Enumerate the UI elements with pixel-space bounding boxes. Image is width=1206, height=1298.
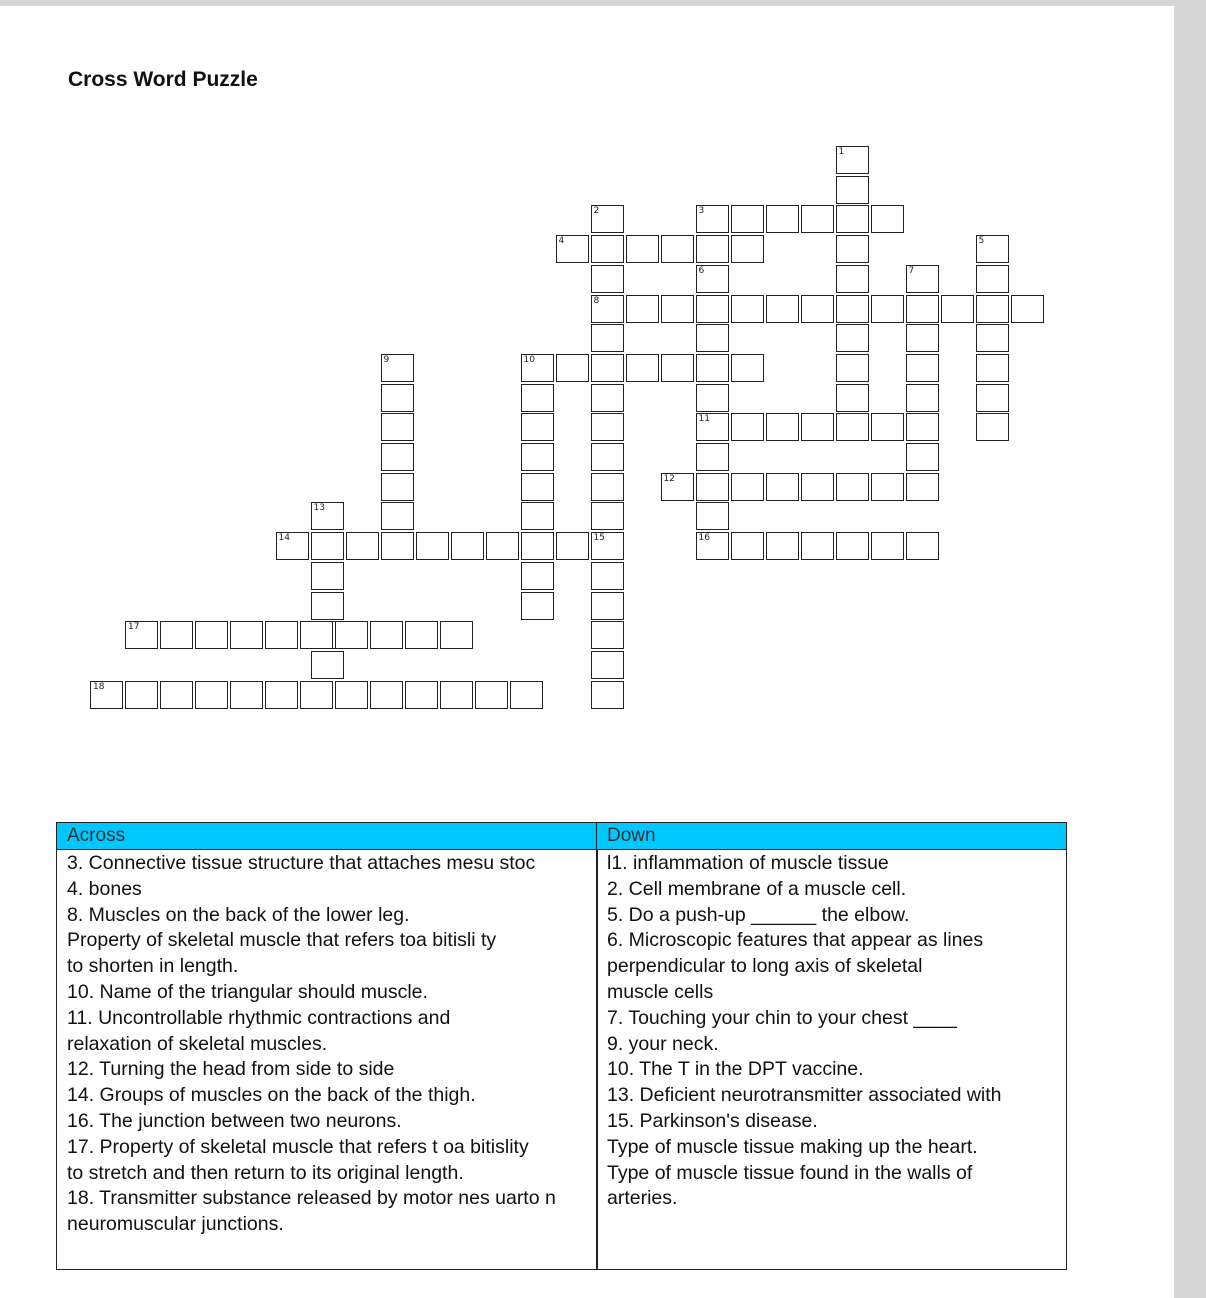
crossword-cell[interactable] — [696, 295, 729, 323]
crossword-cell[interactable] — [311, 532, 344, 560]
crossword-cell[interactable] — [521, 532, 554, 560]
clue-number: 8 — [593, 295, 600, 306]
crossword-cell[interactable] — [766, 205, 799, 233]
crossword-cell[interactable] — [125, 681, 158, 709]
down-clue-line: 15. Parkinson's disease. — [607, 1109, 818, 1132]
crossword-cell[interactable] — [906, 443, 939, 471]
clue-number: 7 — [908, 265, 915, 276]
crossword-cell[interactable] — [521, 592, 554, 620]
clue-number: 9 — [383, 354, 390, 365]
column-divider — [596, 823, 598, 1269]
crossword-cell[interactable] — [486, 532, 519, 560]
across-clue-line: to stretch and then return to its original length. — [67, 1161, 464, 1184]
down-clue-line: 13. Deficient neurotransmitter associated with — [607, 1084, 1002, 1107]
crossword-cell[interactable] — [871, 205, 904, 233]
crossword-cell[interactable] — [731, 532, 764, 560]
clues-table — [56, 822, 1067, 1270]
crossword-cell[interactable] — [311, 502, 344, 530]
down-clues — [607, 851, 1002, 1212]
crossword-cell[interactable] — [125, 621, 158, 649]
crossword-cell[interactable] — [731, 413, 764, 441]
crossword-cell[interactable] — [440, 681, 473, 709]
clue-number: 2 — [593, 206, 600, 217]
crossword-cell[interactable] — [1011, 295, 1044, 323]
crossword-cell[interactable] — [836, 324, 869, 352]
crossword-cell[interactable] — [276, 532, 309, 560]
crossword-cell[interactable] — [696, 354, 729, 382]
crossword-cell[interactable] — [871, 532, 904, 560]
across-clue-line: neuromuscular junctions. — [67, 1213, 284, 1236]
across-header: Across — [57, 823, 596, 850]
page-title: Cross Word Puzzle — [68, 68, 258, 91]
crossword-cell[interactable] — [381, 502, 414, 530]
crossword-cell[interactable] — [591, 235, 624, 263]
crossword-cell[interactable] — [195, 681, 228, 709]
crossword-cell[interactable] — [521, 473, 554, 501]
crossword-cell[interactable] — [370, 681, 403, 709]
across-clue-line: to shorten in length. — [67, 955, 239, 978]
crossword-cell[interactable] — [836, 176, 869, 204]
crossword-cell[interactable] — [731, 354, 764, 382]
down-clue-line: 2. Cell membrane of a muscle cell. — [607, 877, 907, 900]
crossword-cell[interactable] — [521, 562, 554, 590]
crossword-cell[interactable] — [381, 532, 414, 560]
clue-number: 10 — [523, 354, 535, 365]
crossword-cell[interactable] — [906, 473, 939, 501]
crossword-cell[interactable] — [906, 354, 939, 382]
crossword-cell[interactable] — [230, 621, 263, 649]
crossword-cell[interactable] — [311, 562, 344, 590]
crossword-cell[interactable] — [160, 681, 193, 709]
clue-number: 12 — [663, 473, 675, 484]
across-clue-line: 10. Name of the triangular should muscle. — [67, 980, 428, 1003]
crossword-cell[interactable] — [976, 265, 1009, 293]
crossword-cell[interactable] — [451, 532, 484, 560]
crossword-cell[interactable] — [381, 443, 414, 471]
crossword-cell[interactable] — [836, 205, 869, 233]
crossword-cell[interactable] — [766, 295, 799, 323]
down-clue-line: muscle cells — [607, 980, 714, 1003]
crossword-cell[interactable] — [311, 592, 344, 620]
crossword-cell[interactable] — [696, 532, 729, 560]
crossword-cell[interactable] — [591, 205, 624, 233]
crossword-cell[interactable] — [836, 473, 869, 501]
crossword-cell[interactable] — [661, 354, 694, 382]
clue-number: 3 — [698, 206, 705, 217]
crossword-cell[interactable] — [300, 681, 333, 709]
crossword-cell[interactable] — [836, 413, 869, 441]
across-clue-line: 8. Muscles on the back of the lower leg. — [67, 903, 410, 926]
crossword-cell[interactable] — [906, 413, 939, 441]
down-clue-line: perpendicular to long axis of skeletal — [607, 955, 923, 978]
crossword-cell[interactable] — [510, 681, 543, 709]
crossword-cell[interactable] — [335, 621, 368, 649]
crossword-cell[interactable] — [871, 473, 904, 501]
crossword-cell[interactable] — [871, 413, 904, 441]
crossword-cell[interactable] — [731, 473, 764, 501]
crossword-cell[interactable] — [801, 295, 834, 323]
crossword-cell[interactable] — [381, 413, 414, 441]
crossword-cell[interactable] — [591, 502, 624, 530]
clue-number: 6 — [698, 265, 705, 276]
crossword-cell[interactable] — [591, 532, 624, 560]
crossword-cell[interactable] — [591, 651, 624, 679]
clue-number: 13 — [313, 503, 325, 514]
crossword-cell[interactable] — [836, 265, 869, 293]
crossword-cell[interactable] — [591, 443, 624, 471]
across-clue-line: relaxation of skeletal muscles. — [67, 1032, 328, 1055]
crossword-cell[interactable] — [591, 562, 624, 590]
crossword-cell[interactable] — [766, 413, 799, 441]
crossword-cell[interactable] — [871, 295, 904, 323]
crossword-cell[interactable] — [976, 324, 1009, 352]
crossword-cell[interactable] — [370, 621, 403, 649]
crossword-cell[interactable] — [521, 443, 554, 471]
clue-number: 16 — [698, 533, 710, 544]
across-clue-line: 14. Groups of muscles on the back of the thigh. — [67, 1084, 476, 1107]
down-clue-line: 5. Do a push-up ______ the elbow. — [607, 903, 910, 926]
crossword-cell[interactable] — [195, 621, 228, 649]
crossword-cell[interactable] — [265, 681, 298, 709]
worksheet-page — [0, 6, 1174, 1298]
crossword-cell[interactable] — [836, 146, 869, 174]
across-clue-line: 11. Uncontrollable rhythmic contractions and — [67, 1006, 451, 1029]
crossword-cell[interactable] — [440, 621, 473, 649]
down-clue-line: arteries. — [607, 1187, 678, 1210]
clue-number: 18 — [93, 681, 105, 692]
across-clue-line: 4. bones — [67, 877, 142, 900]
crossword-cell[interactable] — [731, 205, 764, 233]
crossword-cell[interactable] — [976, 354, 1009, 382]
crossword-cell[interactable] — [556, 354, 589, 382]
crossword-cell[interactable] — [696, 205, 729, 233]
crossword-cell[interactable] — [416, 532, 449, 560]
clue-number: 4 — [558, 236, 565, 247]
crossword-cell[interactable] — [381, 354, 414, 382]
crossword-cell[interactable] — [836, 354, 869, 382]
across-clue-line: 12. Turning the head from side to side — [67, 1058, 395, 1081]
crossword-cell[interactable] — [521, 502, 554, 530]
crossword-cell[interactable] — [801, 413, 834, 441]
crossword-cell[interactable] — [661, 473, 694, 501]
across-clue-line: 17. Property of skeletal muscle that refers t oa bitislity — [67, 1135, 529, 1158]
crossword-cell[interactable] — [405, 681, 438, 709]
across-clue-line: 16. The junction between two neurons. — [67, 1109, 402, 1132]
crossword-cell[interactable] — [941, 295, 974, 323]
crossword-cell[interactable] — [836, 235, 869, 263]
crossword-cell[interactable] — [591, 295, 624, 323]
crossword-cell[interactable] — [836, 532, 869, 560]
down-clue-line: 10. The T in the DPT vaccine. — [607, 1058, 864, 1081]
crossword-cell[interactable] — [90, 681, 123, 709]
clue-number: 15 — [593, 533, 605, 544]
crossword-cell[interactable] — [801, 473, 834, 501]
crossword-cell[interactable] — [731, 295, 764, 323]
crossword-cell[interactable] — [591, 265, 624, 293]
crossword-cell[interactable] — [731, 235, 764, 263]
down-header: Down — [597, 823, 1066, 850]
crossword-cell[interactable] — [976, 413, 1009, 441]
crossword-cell[interactable] — [906, 324, 939, 352]
crossword-cell[interactable] — [626, 235, 659, 263]
crossword-cell[interactable] — [556, 532, 589, 560]
crossword-cell[interactable] — [160, 621, 193, 649]
crossword-cell[interactable] — [381, 384, 414, 412]
crossword-cell[interactable] — [766, 473, 799, 501]
crossword-cell[interactable] — [801, 205, 834, 233]
crossword-cell[interactable] — [906, 384, 939, 412]
crossword-cell[interactable] — [976, 295, 1009, 323]
clue-number: 14 — [278, 533, 290, 544]
down-clue-line: 6. Microscopic features that appear as lines — [607, 929, 984, 952]
crossword-cell[interactable] — [381, 473, 414, 501]
crossword-cell[interactable] — [661, 235, 694, 263]
across-clue-line: 18. Transmitter substance released by motor nes uarto n — [67, 1187, 556, 1210]
crossword-cell[interactable] — [591, 473, 624, 501]
down-clue-line: 7. Touching your chin to your chest ____ — [607, 1006, 957, 1029]
crossword-cell[interactable] — [696, 502, 729, 530]
crossword-cell[interactable] — [696, 265, 729, 293]
crossword-cell[interactable] — [335, 681, 368, 709]
crossword-cell[interactable] — [766, 532, 799, 560]
crossword-cell[interactable] — [591, 681, 624, 709]
crossword-cell[interactable] — [801, 532, 834, 560]
crossword-cell[interactable] — [265, 621, 298, 649]
crossword-cell[interactable] — [556, 235, 589, 263]
crossword-cell[interactable] — [696, 384, 729, 412]
crossword-cell[interactable] — [906, 295, 939, 323]
clue-number: 1 — [838, 147, 845, 157]
crossword-cell[interactable] — [626, 354, 659, 382]
crossword-cell[interactable] — [696, 473, 729, 501]
crossword-cell[interactable] — [475, 681, 508, 709]
crossword-cell[interactable] — [405, 621, 438, 649]
down-clue-line: l1. inflammation of muscle tissue — [607, 852, 889, 874]
crossword-cell[interactable] — [300, 621, 333, 649]
crossword-cell[interactable] — [976, 384, 1009, 412]
crossword-cell[interactable] — [311, 651, 344, 679]
crossword-cell[interactable] — [591, 354, 624, 382]
down-clue-line: 9. your neck. — [607, 1032, 719, 1055]
crossword-cell[interactable] — [591, 384, 624, 412]
crossword-cell[interactable] — [521, 413, 554, 441]
crossword-cell[interactable] — [591, 324, 624, 352]
crossword-cell[interactable] — [591, 592, 624, 620]
crossword-cell[interactable] — [836, 384, 869, 412]
clue-number: 11 — [698, 414, 710, 425]
down-clue-line: Type of muscle tissue making up the heart. — [607, 1135, 978, 1158]
across-clue-line: 3. Connective tissue structure that attaches mesu stoc — [67, 852, 536, 874]
crossword-cell[interactable] — [346, 532, 379, 560]
crossword-cell[interactable] — [661, 295, 694, 323]
clue-number: 5 — [978, 236, 985, 247]
down-clue-line: Type of muscle tissue found in the walls of — [607, 1161, 973, 1184]
across-clues — [67, 851, 556, 1238]
crossword-cell[interactable] — [591, 413, 624, 441]
crossword-cell[interactable] — [976, 235, 1009, 263]
crossword-cell[interactable] — [626, 295, 659, 323]
clue-number: 17 — [128, 622, 140, 633]
crossword-grid — [0, 6, 1174, 766]
crossword-cell[interactable] — [591, 621, 624, 649]
crossword-cell[interactable] — [906, 265, 939, 293]
crossword-cell[interactable] — [906, 532, 939, 560]
crossword-cell[interactable] — [696, 235, 729, 263]
crossword-cell[interactable] — [836, 295, 869, 323]
crossword-cell[interactable] — [230, 681, 263, 709]
crossword-cell[interactable] — [696, 443, 729, 471]
crossword-cell[interactable] — [696, 413, 729, 441]
crossword-cell[interactable] — [521, 384, 554, 412]
crossword-cell[interactable] — [521, 354, 554, 382]
across-clue-line: Property of skeletal muscle that refers toa bitisli ty — [67, 929, 497, 952]
crossword-cell[interactable] — [696, 324, 729, 352]
